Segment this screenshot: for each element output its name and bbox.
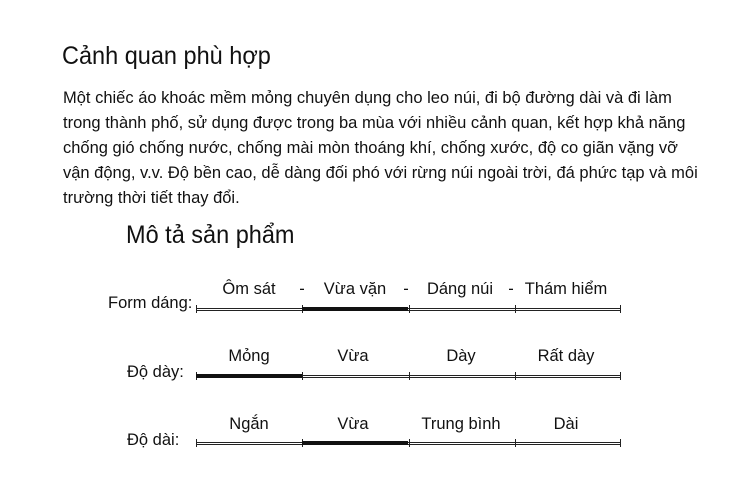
scale-bar <box>196 305 621 313</box>
scale-option: Vừa <box>337 415 369 433</box>
scale-selected-segment <box>196 374 302 378</box>
section-title: Mô tả sản phẩm <box>126 221 295 249</box>
scale-selected-segment <box>302 441 408 445</box>
scale-option: Mỏng <box>228 347 270 365</box>
scale-tick <box>196 439 197 447</box>
scale-separator: - <box>508 280 514 298</box>
scale-tick <box>409 305 410 313</box>
scale-tick <box>620 439 621 447</box>
scale-tick <box>409 439 410 447</box>
scale-tick <box>409 372 410 380</box>
scale-option: Ôm sát <box>222 280 276 298</box>
scale-option: Vừa <box>337 347 369 365</box>
scale-option: Dáng núi <box>426 280 494 298</box>
scale-separator: - <box>403 280 409 298</box>
scale-tick <box>515 372 516 380</box>
scale-option: Trung bình <box>421 415 501 433</box>
scale-tick <box>515 439 516 447</box>
scale-option: Dày <box>446 347 476 365</box>
scale-bar <box>196 439 621 447</box>
scale-tick <box>620 372 621 380</box>
scale-row-label: Độ dày: <box>127 363 184 381</box>
scale-option: Thám hiểm <box>524 280 608 298</box>
scale-option: Ngắn <box>229 415 269 433</box>
scale-row-label: Form dáng: <box>108 294 193 312</box>
scale-option: Dài <box>553 415 579 433</box>
scale-tick <box>515 305 516 313</box>
scale-tick <box>620 305 621 313</box>
scale-tick <box>302 372 303 380</box>
scale-option: Rất dày <box>537 347 595 365</box>
scale-bar <box>196 372 621 380</box>
scale-option: Vừa vặn <box>323 280 387 298</box>
intro-paragraph: Một chiếc áo khoác mềm mỏng chuyên dụng cho leo núi, đi bộ đường dài và đi làm trong thành phố, sử dụng được trong ba mùa với nhiều cảnh quan, kết hợp khả năng chống gió chống nước, chống mài mòn thoáng khí, chống xước, độ co giãn vặng vỡ vận động, v.v. Độ bền cao, dễ dàng đối phó với rừng núi ngoài trời, đá phức tạp và môi trường thời tiết thay đổi. <box>63 89 698 207</box>
page-title: Cảnh quan phù hợp <box>62 42 271 70</box>
scale-row-label: Độ dài: <box>127 431 180 449</box>
scale-tick <box>196 305 197 313</box>
scale-selected-segment <box>302 307 408 311</box>
scale-separator: - <box>299 280 305 298</box>
